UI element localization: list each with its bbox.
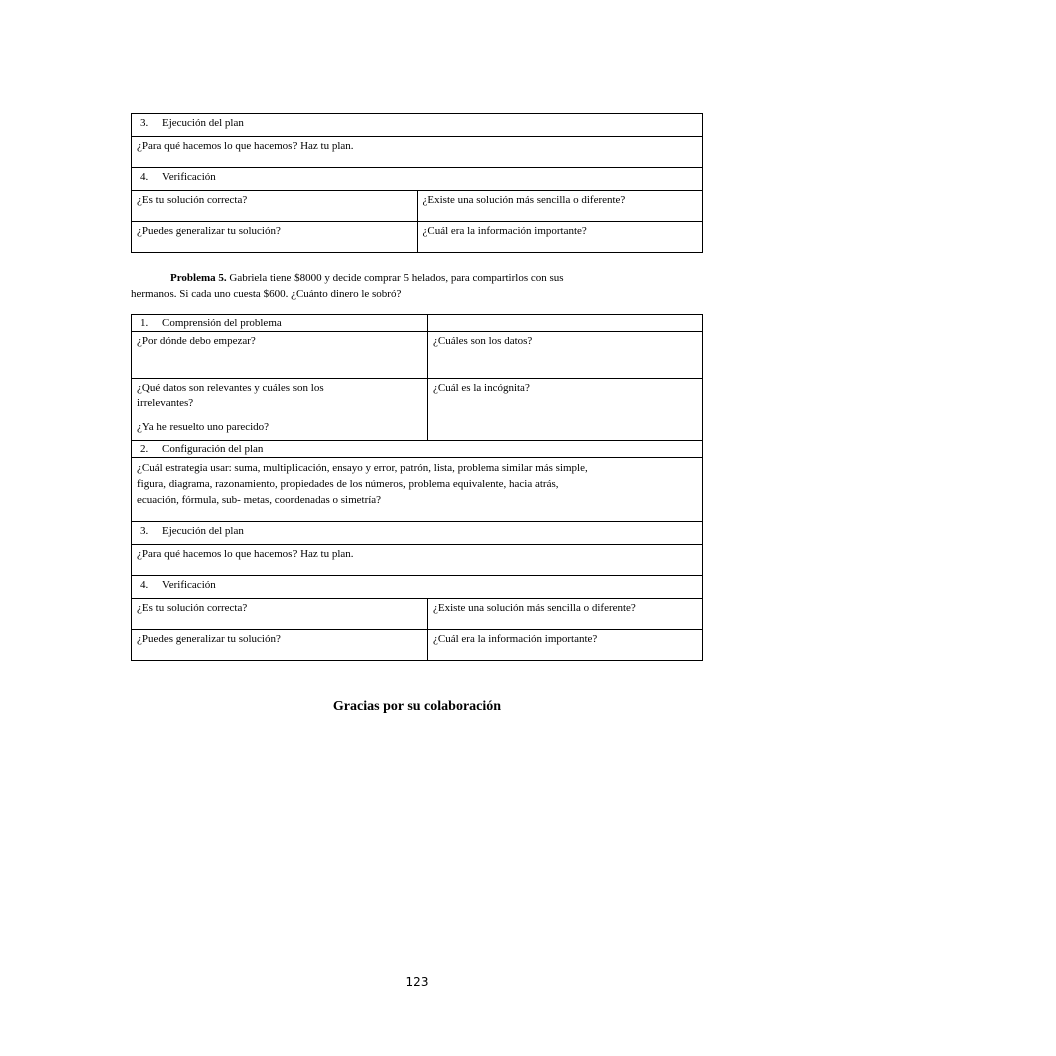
section-title: Comprensión del problema (162, 317, 282, 329)
section-4-header (132, 576, 703, 599)
question-simpler-cell: ¿Existe una solución más sencilla o diferente? (428, 599, 703, 630)
question-line: ¿Qué datos son relevantes y cuáles son los (137, 382, 324, 394)
section-title: Verificación (162, 171, 216, 183)
question-relevant-cell (132, 379, 428, 441)
plan-table-problem-5 (131, 314, 703, 661)
closing-message: Gracias por su colaboración (332, 699, 502, 714)
question-simpler-cell: ¿Existe una solución más sencilla o diferente? (417, 191, 703, 222)
empty-cell (428, 315, 703, 332)
question-generalize-cell: ¿Puedes generalizar tu solución? (132, 222, 418, 253)
plan-question-cell: ¿Para qué hacemos lo que hacemos? Haz tu plan. (132, 137, 703, 168)
question-correct-cell: ¿Es tu solución correcta? (132, 191, 418, 222)
section-3-header (132, 114, 703, 137)
section-title: Configuración del plan (162, 443, 264, 455)
section-number: 3. (140, 117, 149, 129)
problem-5-statement (131, 270, 703, 302)
section-number: 3. (140, 525, 149, 537)
strategy-line: ¿Cuál estrategia usar: suma, multiplicación, ensayo y error, patrón, lista, problema similar más simple, (137, 462, 588, 474)
strategy-line: figura, diagrama, razonamiento, propiedades de los números, problema equivalente, hacia atrás, (137, 478, 559, 490)
strategy-line: ecuación, fórmula, sub- metas, coordenadas o simetría? (137, 494, 382, 506)
question-correct-cell: ¿Es tu solución correcta? (132, 599, 428, 630)
problem-text-line: Gabriela tiene $8000 y decide comprar 5 helados, para compartirlos con sus (226, 272, 564, 284)
question-line: ¿Ya he resuelto uno parecido? (137, 421, 270, 433)
section-title: Ejecución del plan (162, 525, 244, 537)
section-number: 4. (140, 171, 149, 183)
section-title: Ejecución del plan (162, 117, 244, 129)
page-number: 123 (405, 975, 429, 989)
section-number: 2. (140, 443, 149, 455)
plan-table-top (131, 113, 703, 253)
section-number: 1. (140, 317, 149, 329)
section-4-header (132, 168, 703, 191)
question-unknown-cell: ¿Cuál es la incógnita? (428, 379, 703, 441)
question-start-cell: ¿Por dónde debo empezar? (132, 332, 428, 379)
question-line: irrelevantes? (137, 397, 194, 409)
problem-label: Problema 5. (170, 272, 227, 284)
section-number: 4. (140, 579, 149, 591)
question-generalize-cell: ¿Puedes generalizar tu solución? (132, 630, 428, 661)
strategy-question-cell (132, 458, 703, 522)
question-important-cell: ¿Cuál era la información importante? (428, 630, 703, 661)
problem-text-line: hermanos. Si cada uno cuesta $600. ¿Cuánto dinero le sobró? (131, 288, 402, 300)
plan-question-cell: ¿Para qué hacemos lo que hacemos? Haz tu plan. (132, 545, 703, 576)
question-data-cell: ¿Cuáles son los datos? (428, 332, 703, 379)
section-3-header (132, 522, 703, 545)
section-1-header (132, 315, 428, 332)
question-important-cell: ¿Cuál era la información importante? (417, 222, 703, 253)
section-title: Verificación (162, 579, 216, 591)
section-2-header (132, 441, 703, 458)
